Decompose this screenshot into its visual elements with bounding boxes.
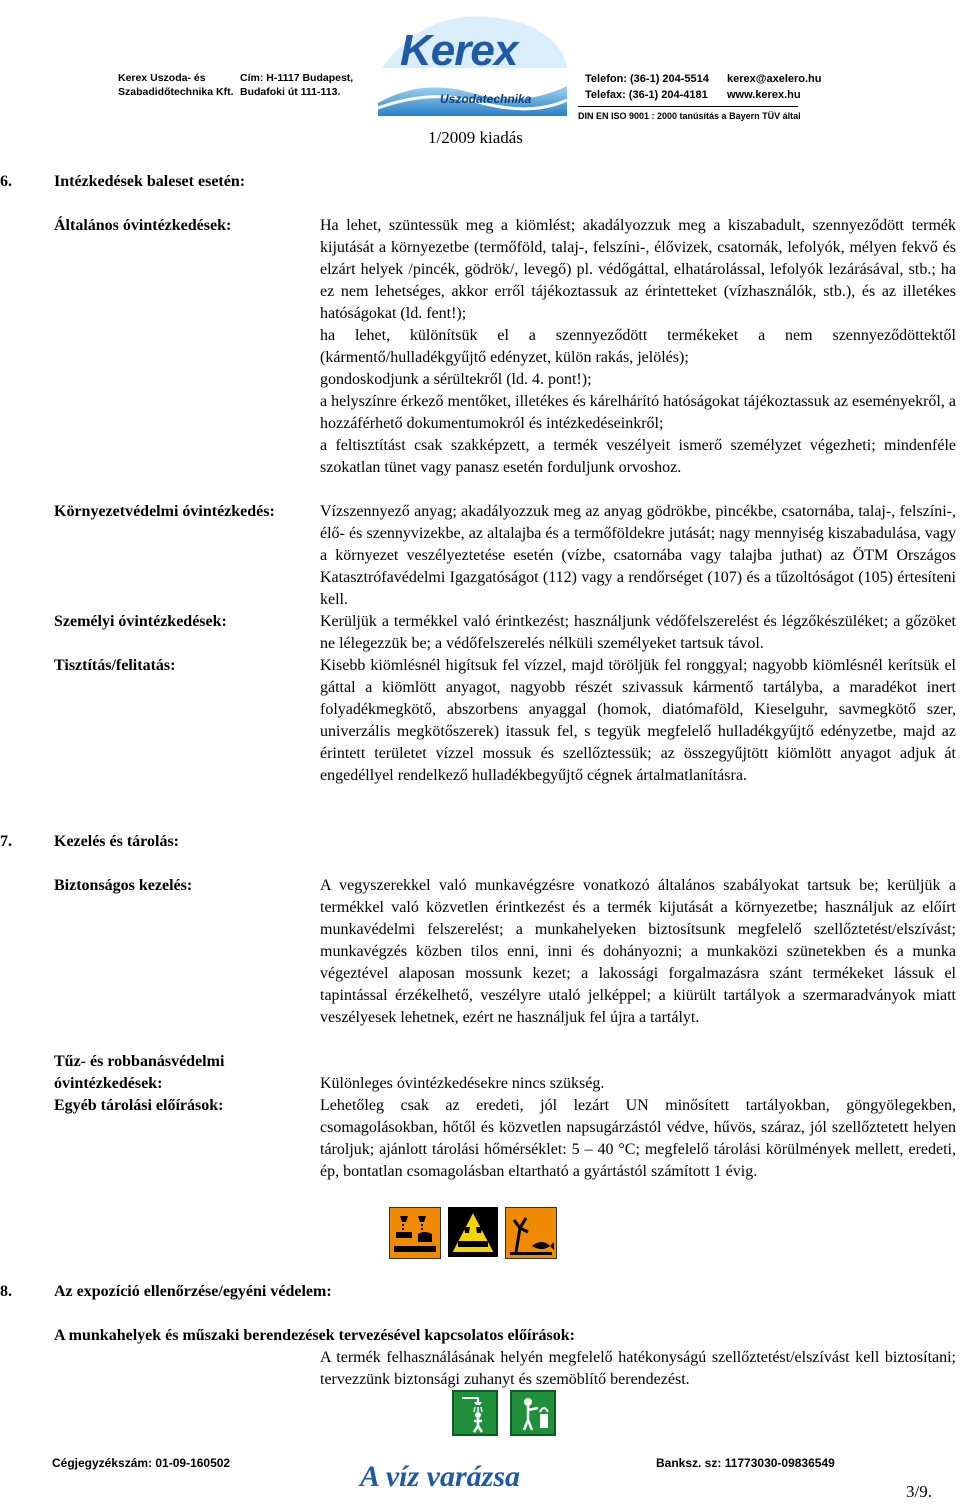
environmental-precautions-text: Vízszennyező anyag; akadályozzuk meg az anyag gödrökbe, pincékbe, csatornába, talaj-, felszíni-, élő- és szennyvizekbe, az altalajba és a termőföldekre jutását; nagy mennyiség kiszabadulása, vagy a környezet veszélyeztetése esetén (vízbe, csatornába vagy talajba juthat) az ÖTM Országos Katasztrófavédelmi Igazgatóságot (112) vagy a rendőrséget (107) és a tűzoltóságot (105) értesíteni kell.	[320, 503, 956, 608]
corrosive-pictogram-icon	[389, 1207, 441, 1259]
cleanup-label: Tisztítás/felitatás:	[54, 657, 176, 674]
fire-precautions-text: Különleges óvintézkedésekre nincs szükség.	[320, 1075, 605, 1092]
corrosive-warning-triangle-icon	[448, 1207, 498, 1257]
safe-handling-text: A vegyszerekkel való munkavégzésre vonatkozó általános szabályokat tartsuk be; kerüljük a termékkel való közvetlen érintkezést és a termék kijutását a környezetbe; használjuk az előírt munkavédelmi felszerelést; a munkahelyeken biztosítsunk megfelelő szellőztetést/elszívást; munkavégzés közben tilos enni, inni és dohányozni; a munkaközi szünetekben és a munka végeztével alaposan mossunk kezet; a lakossági forgalmazásra szánt termékeket lássuk el tapintással érzékelhető, veszélyre utaló jelképpel; a kiürült tartályok a szermaradványok miatt veszélyesek lehetnek, ezért ne használjuk fel újra a tartályt.	[320, 877, 956, 1026]
workplace-design-text: A termék felhasználásának helyén megfelelő hatékonyságú szellőztetést/elszívást kell biztosítani; tervezzünk biztonsági zuhanyt és szemöblítő berendezést.	[320, 1349, 956, 1388]
page-number: 3/9.	[906, 1482, 932, 1501]
certification: DIN EN ISO 9001 : 2000 tanúsítás a Bayern TÜV által	[578, 111, 801, 121]
bank-account: Banksz. sz: 11773030-09836549	[656, 1456, 835, 1470]
address-line1: Cím: H-1117 Budapest,	[240, 72, 354, 84]
fire-precautions-label: Tűz- és robbanásvédelmi óvintézkedések:	[54, 1053, 225, 1092]
website: www.kerex.hu	[727, 89, 801, 101]
section-8-title: Az expozíció ellenőrzése/egyéni védelem:	[54, 1283, 332, 1300]
personal-precautions-label: Személyi óvintézkedések:	[54, 613, 227, 630]
storage-label: Egyéb tárolási előírások:	[54, 1097, 224, 1114]
edition: 1/2009 kiadás	[428, 128, 523, 147]
environmental-precautions-label: Környezetvédelmi óvintézkedés:	[54, 503, 275, 520]
company-registration: Cégjegyzékszám: 01-09-160502	[52, 1456, 234, 1470]
logo-text: Kerex	[400, 26, 518, 75]
address-line2: Budafoki út 111-113.	[240, 86, 341, 98]
safe-handling-label: Biztonságos kezelés:	[54, 877, 193, 894]
slogan: A víz varázsa	[360, 1460, 521, 1493]
general-precautions-text: Ha lehet, szüntessük meg a kiömlést; akadályozzuk meg a kiszabadult, szennyeződött termék kijutását a környezetbe (termőföld, talaj-, felszíni-, élővizek, csatornák, lefolyók, mélyen fekvő és elzárt helyek /pincék, gödrök/, levegő) pl. védőgáttal, elhatárolással, lefolyók lezárásával, stb.; ha ez nem lehetséges, akkor erről tájékoztassuk az érintetteket (vízhasználók, stb.), és az illetékes hatóságokat (ld. fent!); ha lehet, különítsük el a szennyeződött termékeket a nem szennyeződöttektől (kármentő/hulladékgyűjtő edényzet, külön rakás, jelölés); gondoskodjunk a sérültekről (ld. 4. pont!); a helyszínre érkező mentőket, illetékes és kárelhárító hatóságokat tájékoztassuk az eseményekről, a hozzáférhető dokumentumokról és intézkedéseinkről; a feltisztítást csak szakképzett, a termék veszélyeit ismerő személyzet végezheti; mindenféle szokatlan tünet vagy panasz esetén forduljunk orvoshoz.	[320, 217, 956, 476]
section-8-number: 8.	[0, 1283, 12, 1300]
eye-wash-icon	[510, 1390, 556, 1436]
phone: Telefon: (36-1) 204-5514	[585, 73, 709, 85]
workplace-design-label: A munkahelyek és műszaki berendezések tervezésével kapcsolatos előírások:	[54, 1327, 575, 1344]
general-precautions-label: Általános óvintézkedések:	[54, 217, 232, 234]
company-name-line1: Kerex Uszoda- és	[118, 72, 206, 84]
header-divider	[578, 106, 798, 107]
cleanup-text: Kisebb kiömlésnél higítsuk fel vízzel, majd töröljük fel ronggyal; nagyobb kiömlésnél kerítsük el gáttal a kiömlött anyagot, nagyobb részét szivassuk kármentő tartályba, a maradékot inert folyadékmegkötő, abszorbens anyaggal (homok, diatómaföld, Kieselguhr, savmegkötő szer, univerzális megkötőszerek) itassuk fel, s tegyük megfelelő hulladékgyűjtő edényzetbe, majd az érintett területet vízzel mossuk és szellőztessük; az összegyűjtött kiömlött anyagot adjuk át engedéllyel rendelkező hulladékbegyűjtő cégnek ártalmatlanításra.	[320, 657, 956, 784]
safety-shower-icon	[452, 1390, 498, 1436]
company-name-line2: Szabadidőtechnika Kft.	[118, 86, 234, 98]
section-7-title: Kezelés és tárolás:	[54, 833, 179, 850]
section-6-title: Intézkedések baleset esetén:	[54, 173, 246, 190]
section-7-number: 7.	[0, 833, 12, 850]
environmental-hazard-pictogram-icon	[505, 1207, 557, 1259]
logo-subtext: Uszodatechnika	[440, 92, 532, 106]
fax: Telefax: (36-1) 204-4181	[585, 89, 708, 101]
personal-precautions-text: Kerüljük a termékkel való érintkezést; használjunk védőfelszerelést és légzőkészüléket; a gőzöket ne lélegezzük be; a védőfelszerelés nélküli személyeket tartsuk távol.	[320, 613, 956, 652]
section-6-number: 6.	[0, 173, 12, 190]
email: kerex@axelero.hu	[727, 73, 822, 85]
storage-text: Lehetőleg csak az eredeti, jól lezárt UN minősített tartályokban, göngyölegekben, csomagolásokban, hőtől és közvetlen napsugárzástól védve, hűvös, száraz, jól szellőztetett helyen tároljuk; ajánlott tárolási hőmérséklet: 5 – 40 °C; megfelelő tárolási körülmények mellett, eredeti, ép, bontatlan csomagolásban eltartható a gyártástól számított 1 évig.	[320, 1097, 956, 1180]
